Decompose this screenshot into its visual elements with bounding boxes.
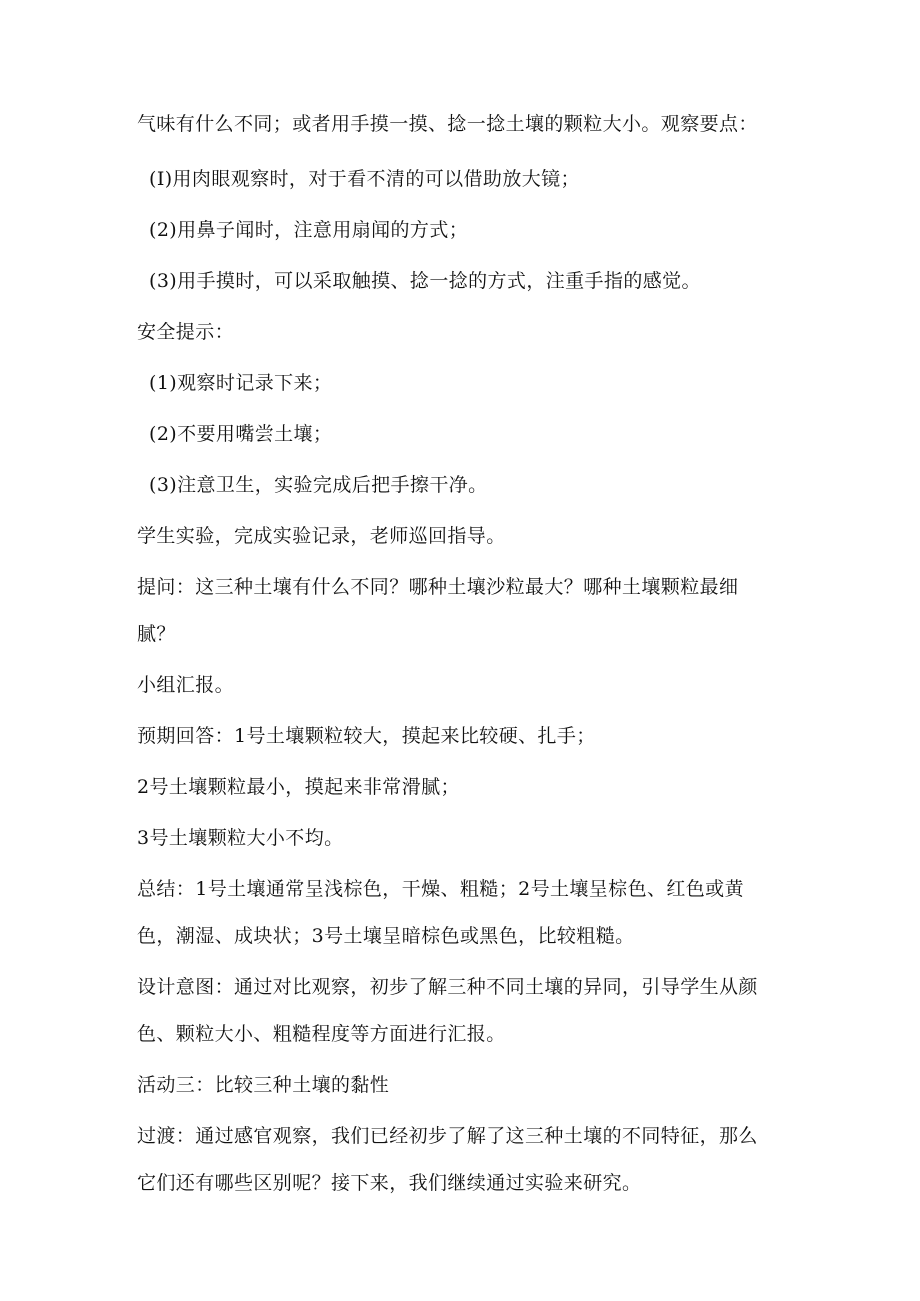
text-line: 设计意图：通过对比观察，初步了解三种不同土壤的异同，引导学生从颜 [137,976,758,998]
text-line: (3)用手摸时，可以采取触摸、捻一捻的方式，注重手指的感觉。 [149,270,701,292]
text-line: 2号土壤颗粒最小，摸起来非常滑腻； [137,776,460,798]
text-line: 色，潮湿、成块状；3号土壤呈暗棕色或黑色，比较粗糙。 [137,925,635,947]
text-line: 预期回答：1号土壤颗粒较大，摸起来比较硬、扎手； [137,725,596,747]
document-body [137,112,787,1195]
text-line: 安全提示： [137,321,235,343]
text-line: 它们还有哪些区别呢？接下来，我们继续通过实验来研究。 [137,1172,642,1194]
text-line: 过渡：通过感官观察，我们已经初步了解了这三种土壤的不同特征，那么 [137,1125,758,1147]
text-line: 腻？ [137,623,176,645]
text-line: 活动三：比较三种土壤的黏性 [137,1074,390,1096]
text-line: 提问：这三种土壤有什么不同？哪种土壤沙粒最大？哪种土壤颗粒最细 [137,576,739,598]
text-line: 气味有什么不同；或者用手摸一摸、捻一捻土壤的颗粒大小。观察要点： [137,113,758,135]
text-line: (2)用鼻子闻时，注意用扇闻的方式； [149,219,469,241]
text-line: (2)不要用嘴尝土壤； [149,423,333,445]
text-line: 色、颗粒大小、粗糙程度等方面进行汇报。 [137,1023,506,1045]
text-line: (3)注意卫生，实验完成后把手擦干净。 [149,474,488,496]
text-line: (1)观察时记录下来； [149,372,333,394]
text-line: 总结：1号土壤通常呈浅棕色，干燥、粗糙；2号土壤呈棕色、红色或黄 [137,878,744,900]
text-line: 3号土壤颗粒大小不均。 [137,827,344,849]
text-line: (I)用肉眼观察时，对于看不清的可以借助放大镜； [149,168,580,190]
text-line: 小组汇报。 [137,674,235,696]
text-line: 学生实验，完成实验记录，老师巡回指导。 [137,525,506,547]
